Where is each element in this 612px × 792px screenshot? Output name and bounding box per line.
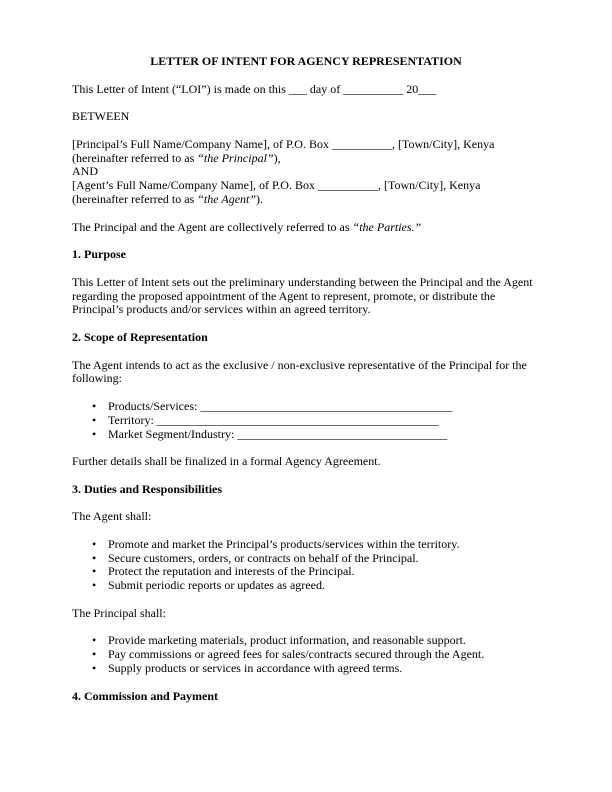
list-item: • Products/Services: __________________________________________	[108, 400, 540, 414]
principal-reference-pre: (hereinafter referred to as	[72, 150, 198, 165]
date-line: This Letter of Intent (“LOI”) is made on this ___ day of __________ 20___	[72, 81, 437, 96]
principal-reference-post: ),	[273, 150, 281, 165]
agent-name-line: [Agent’s Full Name/Company Name], of P.O. Box __________, [Town/City], Kenya	[72, 178, 481, 193]
agent-reference-post: ).	[256, 191, 264, 206]
principal-reference-term: “the Principal”	[197, 150, 274, 165]
list-item: • Submit periodic reports or updates as agreed.	[108, 579, 540, 593]
agent-reference-term: “the Agent”	[197, 191, 257, 206]
scope-bullet-list	[72, 400, 540, 441]
agent-reference-pre: (hereinafter referred to as	[72, 191, 198, 206]
list-item: • Supply products or services in accordance with agreed terms.	[108, 662, 540, 676]
list-item: • Promote and market the Principal’s products/services within the territory.	[108, 538, 540, 552]
list-item: • Secure customers, orders, or contracts on behalf of the Principal.	[108, 552, 540, 566]
agent-duties-list	[72, 538, 540, 593]
agent-duties-intro: The Agent shall:	[72, 509, 152, 524]
principal-name-line: [Principal’s Full Name/Company Name], of P.O. Box __________, [Town/City], Kenya	[72, 136, 495, 151]
parties-collective-pre: The Principal and the Agent are collectively referred to as	[72, 219, 353, 234]
section-heading-purpose: 1. Purpose	[72, 247, 126, 262]
list-item: • Protect the reputation and interests of the Principal.	[108, 565, 540, 579]
parties-identification-block	[72, 138, 540, 207]
section-heading-commission: 4. Commission and Payment	[72, 688, 219, 703]
principal-duties-intro: The Principal shall:	[72, 605, 166, 620]
between-label: BETWEEN	[72, 109, 130, 124]
parties-collective-term: “the Parties.”	[352, 219, 422, 234]
scope-body: The Agent intends to act as the exclusive / non-exclusive representative of the Principal for the following:	[72, 357, 527, 386]
list-item: • Market Segment/Industry: ___________________________________	[108, 428, 540, 442]
principal-duties-list	[72, 634, 540, 675]
list-item: • Territory: _______________________________________________	[108, 414, 540, 428]
scope-footer: Further details shall be finalized in a formal Agency Agreement.	[72, 454, 381, 469]
parties-collective-line	[72, 221, 540, 235]
list-item: • Provide marketing materials, product information, and reasonable support.	[108, 634, 540, 648]
list-item: • Pay commissions or agreed fees for sales/contracts secured through the Agent.	[108, 648, 540, 662]
and-label: AND	[72, 164, 98, 179]
document-title: LETTER OF INTENT FOR AGENCY REPRESENTATION	[150, 54, 462, 68]
section-heading-scope: 2. Scope of Representation	[72, 329, 208, 344]
section-heading-duties: 3. Duties and Responsibilities	[72, 481, 223, 496]
purpose-body: This Letter of Intent sets out the preliminary understanding between the Principal and the Agent regarding the proposed appointment of the Agent to represent, promote, or distribute the Principal’s products and/or services within an agreed territory.	[72, 274, 533, 317]
